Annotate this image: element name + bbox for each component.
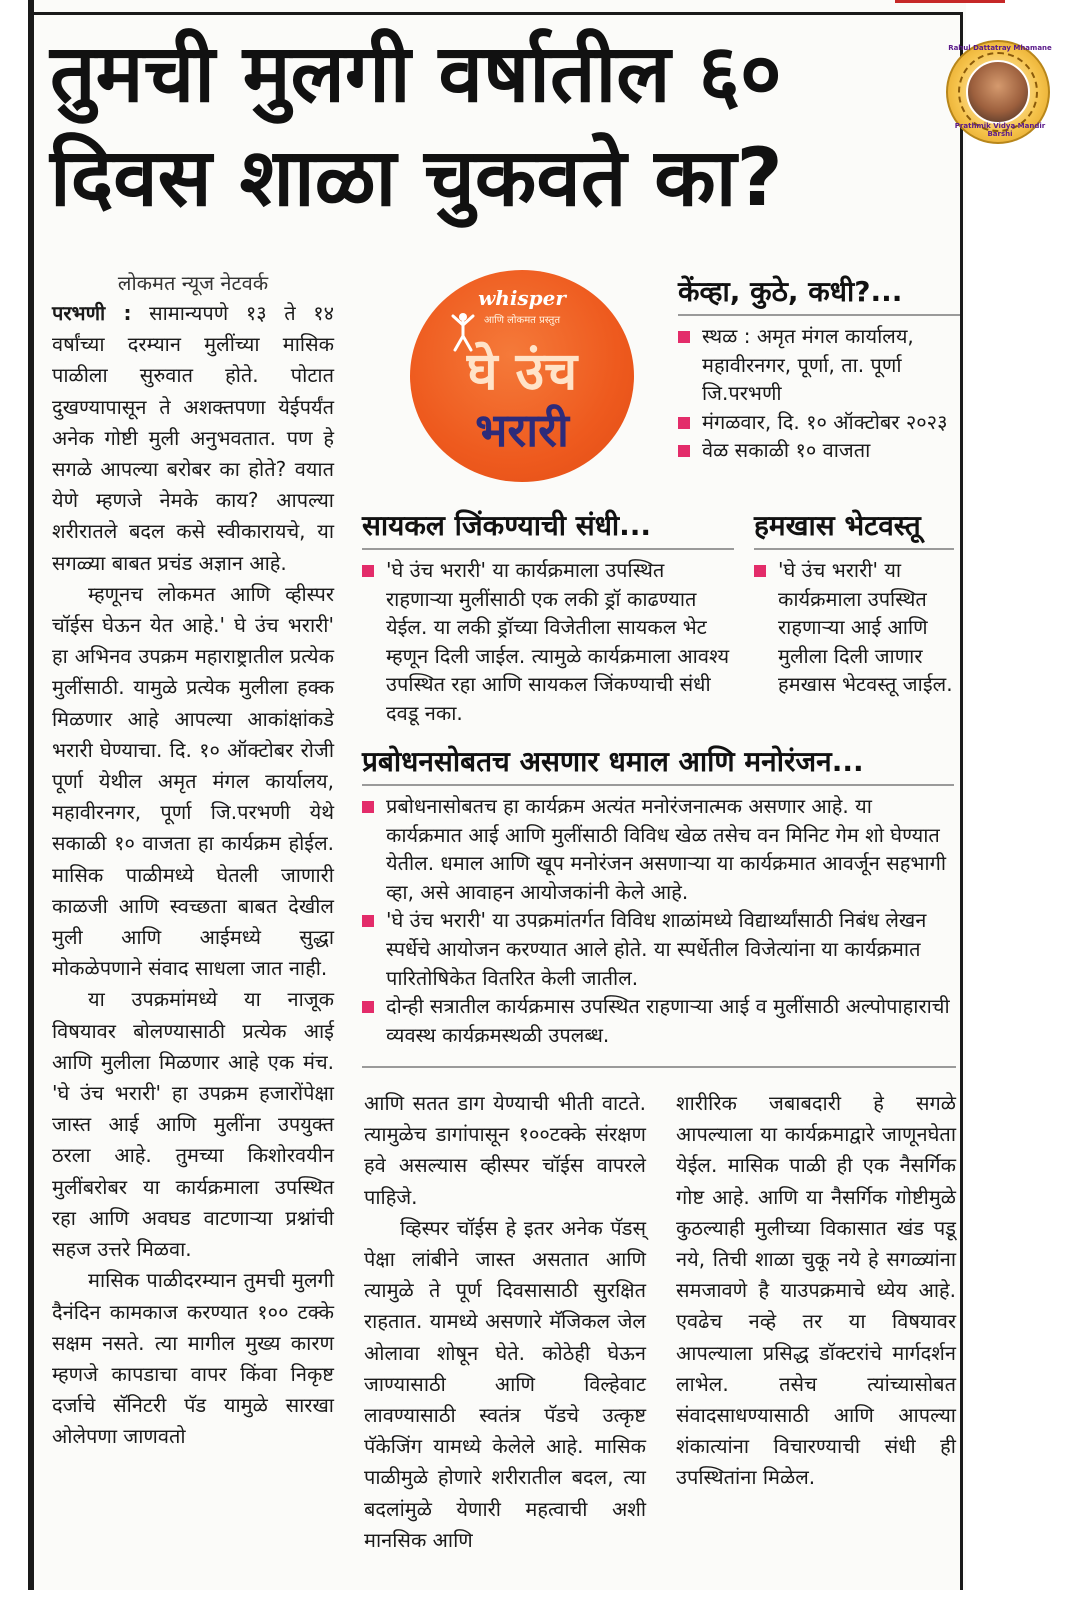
logo-title-line-2: भरारी	[475, 403, 569, 457]
gift-box-divider	[754, 548, 954, 550]
middle-paragraph-1: आणि सतत डाग येण्याची भीती वाटते. त्यामुळेच डागांपासून १००टक्के संरक्षण हवे असल्यास व्हीस्पर चॉईस वापरले पाहिजे.	[364, 1091, 646, 1209]
right-border	[960, 15, 963, 1590]
cycle-box-divider	[362, 548, 734, 550]
cycle-contest-box	[362, 506, 734, 728]
fun-box-title: प्रबोधनसोबतच असणार धमाल आणि मनोरंजन...	[362, 745, 864, 778]
when-where-divider	[678, 314, 960, 316]
headline	[50, 22, 950, 230]
badge-portrait	[966, 60, 1030, 124]
when-where-title: केंव्हा, कुठे, कधी?...	[678, 275, 903, 308]
middle-paragraph-2: व्हिस्पर चॉईस हे इतर अनेक पॅडस् पेक्षा लांबीने जास्त असतात आणि त्यामुळे ते पूर्ण दिवसासाठी सुरक्षित राहतात. यामध्ये असणारे मॅजिकल जेल ओलावा शोषून घेते. कोठेही घेऊन जाण्यासाठी आणि विल्हेवाट लावण्यासाठी स्वतंत्र पॅडचे उत्कृष्ट पॅकेजिंग यामध्ये केलेले आहे. मासिक पाळीमुळे होणारे शरीरातील बदल, त्या बदलांमुळे येणारी महत्वाची अशी मानसिक आणि	[364, 1215, 646, 1552]
fun-box-item-3: दोन्ही सत्रातील कार्यक्रमास उपस्थित राहणाऱ्या आई व मुलींसाठी अल्पोपाहाराची व्यवस्थ कार्यक्रमस्थळी उपलब्ध.	[362, 992, 954, 1049]
profile-badge-icon	[946, 40, 1050, 144]
fun-box-item-1: प्रबोधनासोबतच हा कार्यक्रम अत्यंत मनोरंजनात्मक असणार आहे. या कार्यक्रमात आई आणि मुलींसाठी विविध खेळ तसेच वन मिनिट गेम शो घेण्यात येतील. धमाल आणि खूप मनोरंजन असणाऱ्या या कार्यक्रमात आवर्जून सहभागी व्हा, असे आवाहन आयोजकांनी केले आहे.	[362, 792, 954, 906]
gift-box-text: 'घे उंच भरारी' या कार्यक्रमाला उपस्थित राहणाऱ्या आई आणि मुलीला दिली जाणार हमखास भेटवस्तू जाईल.	[754, 556, 954, 699]
whisper-brand: whisper	[478, 286, 566, 310]
dateline: परभणी :	[52, 301, 132, 325]
badge-bottom-text: Prathmik Vidya Mandir Barshi	[954, 122, 1046, 138]
left-border	[28, 0, 34, 1590]
fun-entertainment-box	[362, 742, 954, 1049]
article-paragraph-2: म्हणूनच लोकमत आणि व्हीस्पर चॉईस घेऊन येत आहे.' घे उंच भरारी' हा अभिनव उपक्रम महाराष्ट्रातील प्रत्येक मुलींसाठी. यामुळे प्रत्येक मुलीला हक्क मिळणार आहे आपल्या आकांक्षांकडे भरारी घेण्याचा. दि. १० ऑक्टोबर रोजी पूर्णा येथील अमृत मंगल कार्यालय, महावीरनगर, पूर्णा जि.परभणी येथे सकाळी १० वाजता हा कार्यक्रम होईल. मासिक पाळीमध्ये घेतली जाणारी काळजी आणि स्वच्छता बाबत देखील मुली आणि आईमध्ये सुद्धा मोकळेपणाने संवाद साधला जात नाही.	[52, 581, 334, 981]
date-item: मंगळवार, दि. १० ऑक्टोबर २०२३	[678, 408, 960, 437]
top-border	[28, 12, 963, 15]
cycle-box-title: सायकल जिंकण्याची संधी...	[362, 509, 652, 542]
headline-line-2: दिवस शाळा चुकवते का?	[50, 131, 783, 224]
article-paragraph-3: या उपक्रमांमध्ये या नाजूक विषयावर बोलण्यासाठी प्रत्येक आई आणि मुलीला मिळणार आहे एक मंच. 'घे उंच भरारी' हा उपक्रम हजारोंपेक्षा जास्त आई आणि मुलींना उपयुक्त ठरला आहे. तुमच्या किशोरवयीन मुलींबरोबर या कार्यक्रमाला उपस्थित रहा आणि अवघड वाटणाऱ्या प्रश्नांची सहज उत्तरे मिळवा.	[52, 987, 334, 1262]
badge-top-text: Rahul Dattatray Mhamane	[948, 44, 1052, 52]
article-left-column	[52, 268, 334, 1453]
byline: लोकमत न्यूज नेटवर्क	[117, 271, 269, 295]
article-right-column	[676, 1088, 956, 1494]
when-where-box	[678, 272, 960, 465]
logo-title-line-1: घे उंच	[466, 342, 578, 402]
logo-subtitle: आणि लोकमत प्रस्तुत	[483, 315, 561, 326]
article-paragraph-4: मासिक पाळीदरम्यान तुमची मुलगी दैनंदिन कामकाज करण्यात १०० टक्के सक्षम नसते. त्या मागील मुख्य कारण म्हणजे कापडाचा वापर किंवा निकृष्ट दर्जाचे सॅनिटरी पॅड यामुळे सारखा ओलेपणा जाणवतो	[52, 1268, 334, 1449]
cycle-box-text: 'घे उंच भरारी' या कार्यक्रमाला उपस्थित राहणाऱ्या मुलींसाठी एक लकी ड्रॉ काढण्यात येईल. या लकी ड्रॉच्या विजेतीला सायकल भेट म्हणून दिली जाईल. त्यामुळे कार्यक्रमाला आवश्य उपस्थित रहा आणि सायकल जिंकण्याची संधी दवडू नका.	[362, 556, 734, 728]
right-paragraph-1: शारीरिक जबाबदारी हे सगळे आपल्याला या कार्यक्रमाद्वारे जाणूनघेता येईल. मासिक पाळी ही एक नैसर्गिक गोष्ट आहे. आणि या नैसर्गिक गोष्टीमुळे कुठल्याही मुलीच्या विकासात खंड पडू नये, तिची शाळा चुकू नये हे सगळ्यांना समजावणे है याउपक्रमाचे ध्येय आहे. एवढेच नव्हे तर या विषयावर आपल्याला प्रसिद्ध डॉक्टरांचे मार्गदर्शन लाभेल. तसेच त्यांच्यासोबत संवादसाधण्यासाठी आणि आपल्या शंकात्यांना विचारण्याची संधी ही उपस्थितांना मिळेल.	[676, 1091, 956, 1490]
corner-accent-line	[895, 0, 1005, 3]
headline-line-1: तुमची मुलगी वर्षातील ६०	[50, 27, 782, 120]
gift-box	[754, 506, 954, 699]
time-item: वेळ सकाळी १० वाजता	[678, 436, 960, 465]
section-divider	[362, 1066, 956, 1068]
gift-box-title: हमखास भेटवस्तू	[754, 509, 921, 542]
fun-box-divider	[362, 784, 954, 786]
fun-box-item-2: 'घे उंच भरारी' या उपक्रमांतर्गत विविध शाळांमध्ये विद्यार्थ्यांसाठी निबंध लेखन स्पर्धेचे आयोजन करण्यात आले होते. या स्पर्धेतील विजेत्यांना या कार्यक्रमात पारितोषिकेत वितरित केली जातील.	[362, 906, 954, 992]
ghe-unch-bharari-logo	[410, 270, 634, 482]
article-middle-column	[364, 1088, 646, 1556]
paragraph-1-text: सामान्यपणे १३ ते १४ वर्षांच्या दरम्यान मुलींच्या मासिक पाळीला सुरुवात होते. पोटात दुखण्यापासून ते अशक्तपणा येईपर्यंत अनेक गोष्टी मुली अनुभवतात. पण हे सगळे आपल्या बरोबर का होते? वयात येणे म्हणजे नेमके काय? आपल्या शरीरातले बदल कसे स्वीकारायचे, या सगळ्या बाबत प्रचंड अज्ञान आहे.	[52, 301, 335, 575]
venue-item: स्थळ : अमृत मंगल कार्यालय, महावीरनगर, पूर्णा, ता. पूर्णा जि.परभणी	[678, 322, 960, 408]
article-paragraph-1	[52, 298, 334, 579]
